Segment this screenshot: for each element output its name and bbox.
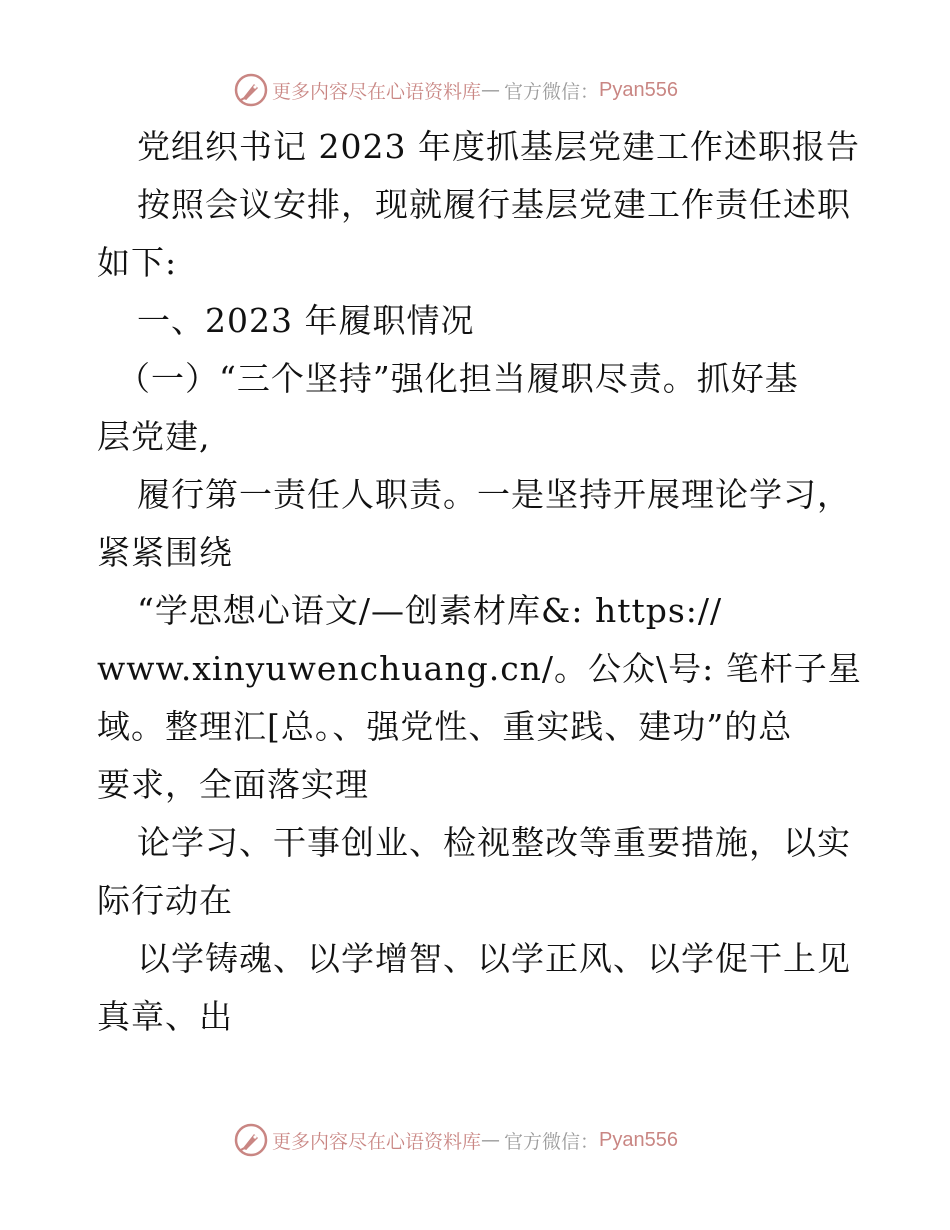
document-body <box>97 118 867 1046</box>
subsection-heading: （一）“三个坚持”强化担当履职尽责。抓好基 <box>117 359 799 398</box>
paragraph-line: www.xinyuwenchuang.cn/。公众\号: 笔杆子星 <box>97 649 862 688</box>
paragraph-line: 论学习、干事创业、检视整改等重要措施，以实 <box>137 823 851 862</box>
document-title: 党组织书记 2023 年度抓基层党建工作述职报告 <box>137 127 860 166</box>
watermark-account-label: 官方微信： <box>504 1130 600 1153</box>
watermark-text: 更多内容尽在心语资料库 <box>272 80 482 103</box>
section-heading: 一、2023 年履职情况 <box>137 301 475 340</box>
watermark-dash: — <box>481 79 501 101</box>
paragraph-line: 紧紧围绕 <box>97 533 233 572</box>
paragraph-line: 按照会议安排，现就履行基层党建工作责任述职 <box>137 185 851 224</box>
pen-nib-logo-icon <box>234 73 268 107</box>
watermark-account-id: Pyan556 <box>599 1128 678 1151</box>
paragraph-line: 以学铸魂、以学增智、以学正风、以学促干上见 <box>137 939 851 978</box>
watermark-text: 更多内容尽在心语资料库 <box>272 1130 482 1153</box>
paragraph-line: 际行动在 <box>97 881 233 920</box>
watermark-dash: — <box>481 1129 501 1151</box>
paragraph-line: 域。整理汇[总。、强党性、重实践、建功”的总 <box>97 707 793 746</box>
paragraph-line: 要求，全面落实理 <box>97 765 369 804</box>
header-watermark <box>234 71 678 109</box>
watermark-account-id: Pyan556 <box>599 78 678 101</box>
footer-watermark <box>234 1121 678 1159</box>
pen-nib-logo-icon <box>234 1123 268 1157</box>
paragraph-line: 如下: <box>97 243 178 282</box>
paragraph-line: “学思想心语文/—创素材库&: https:// <box>137 591 723 630</box>
paragraph-line: 真章、出 <box>97 997 233 1036</box>
watermark-account-label: 官方微信： <box>504 80 600 103</box>
paragraph-line: 履行第一责任人职责。一是坚持开展理论学习， <box>137 475 851 514</box>
paragraph-line: 层党建, <box>97 417 211 456</box>
